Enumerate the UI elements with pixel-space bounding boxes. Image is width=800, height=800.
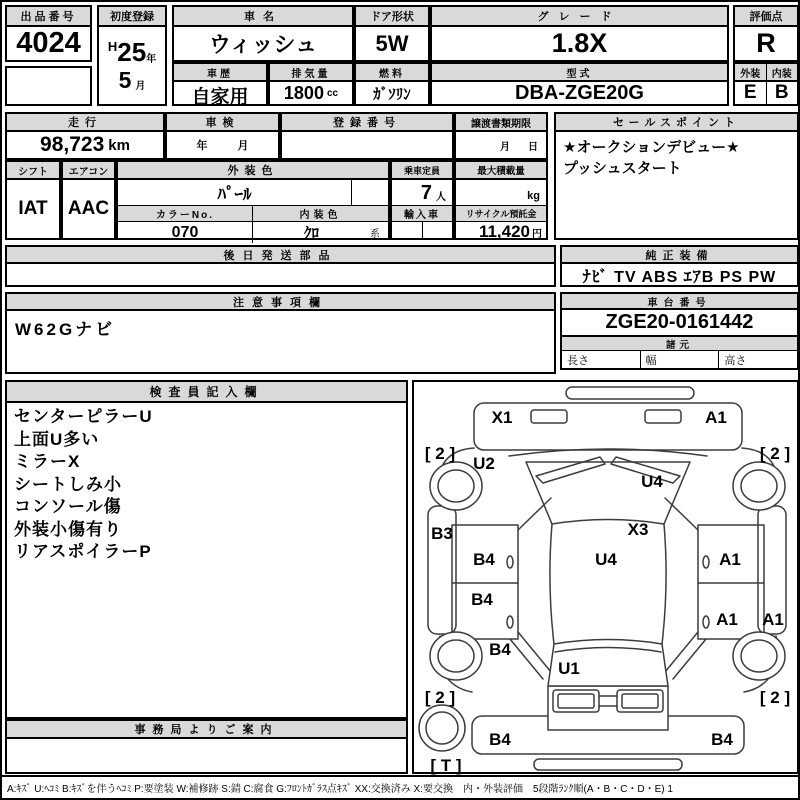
car-name-box	[172, 5, 354, 62]
capacity-unit: 人	[436, 192, 446, 203]
capacity-block	[390, 160, 454, 240]
diagram-marker: U4	[595, 550, 617, 569]
aircon-box	[61, 160, 116, 240]
shift-box	[5, 160, 61, 240]
inspector-line: シートしみ小	[14, 474, 122, 494]
ext-int-score-box	[733, 62, 799, 106]
aircon-value: AAC	[67, 198, 110, 219]
import-value	[392, 222, 423, 238]
fuel-value: ｶﾞｿﾘﾝ	[373, 85, 411, 103]
spec-length-label: 長さ	[567, 354, 589, 367]
grade-box	[430, 5, 729, 62]
diagram-marker: A1	[705, 408, 727, 427]
capacity-value: 7	[420, 182, 432, 204]
office-notice-label: 事務局よりご案内	[7, 721, 406, 739]
diagram-marker: B4	[489, 730, 511, 749]
shift-label: シフト	[7, 162, 59, 180]
diagram-marker: A1	[716, 610, 738, 629]
max-load-unit: kg	[527, 190, 540, 202]
fuel-box	[354, 62, 430, 106]
score-label: 評価点	[735, 7, 797, 27]
diagram-marker: U1	[558, 659, 580, 678]
door-shape-label: ドア形状	[356, 7, 428, 27]
registration-number-label: 登録番号	[282, 114, 452, 132]
car-history-value: 自家用	[191, 87, 249, 108]
auction-number-value: 4024	[16, 27, 81, 59]
inspector-line: ミラーX	[14, 452, 81, 471]
later-shipped-parts-box	[5, 245, 556, 287]
door-shape-box	[354, 5, 430, 62]
auction-number-label: 出品番号	[7, 7, 90, 27]
inspector-line: リアスポイラーP	[14, 542, 152, 561]
inspector-notes-label: 検査員記入欄	[7, 382, 406, 403]
recycle-value: 11,420	[478, 222, 530, 241]
diagram-marker: B4	[489, 640, 511, 659]
diagram-marker: B3	[431, 524, 453, 543]
sales-point-line-2: プッシュスタート	[563, 160, 682, 177]
color-no-value: 070	[171, 223, 199, 241]
chassis-number-value: ZGE20-0161442	[562, 310, 797, 337]
mileage-unit: km	[108, 136, 130, 154]
car-history-label: 車歴	[174, 64, 266, 82]
first-registration-label: 初度登録	[99, 7, 165, 27]
car-name-label: 車名	[174, 7, 352, 27]
factory-equipment-box	[560, 245, 799, 287]
spec-height-label: 高さ	[718, 351, 797, 368]
factory-equipment-label: 純正装備	[562, 247, 797, 264]
legend-text: A:ｷｽﾞ U:ﾍｺﾐ B:ｷｽﾞを伴うﾍｺﾐ P:要塗装 W:補修跡 S:錆 C:腐食 G:ﾌﾛﾝﾄｶﾞﾗｽ点ｷｽﾞ XX:交換済み X:要交換 内・外装評価 5段階ﾗﾝｸ順(A・B・C・D・E) 1	[7, 784, 673, 795]
diagram-marker: X1	[491, 408, 513, 427]
capacity-label: 乗車定員	[392, 162, 452, 180]
exterior-score-value: E	[743, 82, 757, 103]
diagram-marker: [ 2 ]	[424, 688, 456, 707]
recycle-label: リサイクル預託金	[456, 206, 546, 222]
diagram-marker: [ 2 ]	[759, 444, 791, 463]
recycle-unit: 円	[532, 228, 542, 240]
import-label: 輸入車	[392, 206, 452, 222]
office-notice-value	[7, 739, 406, 772]
model-code-value: DBA-ZGE20G	[515, 82, 644, 104]
grade-value: 1.8X	[551, 28, 608, 58]
later-shipped-parts-value	[7, 264, 554, 285]
diagram-marker: B4	[711, 730, 733, 749]
first-registration-era: H	[107, 39, 118, 54]
car-history-box	[172, 62, 268, 106]
interior-color-label: 内装色	[252, 206, 388, 221]
interior-score-label: 内装	[767, 64, 798, 82]
first-registration-month: 5	[118, 67, 132, 93]
transfer-day-unit: 日	[528, 142, 538, 153]
interior-color-suffix: 系	[370, 229, 380, 240]
first-registration-month-unit: 月	[135, 81, 146, 92]
exterior-color-label: 外装色	[118, 162, 388, 180]
diagram-marker: X3	[627, 520, 649, 539]
diagram-marker: [ 2 ]	[424, 444, 456, 463]
color-block	[116, 160, 390, 240]
spec-width-label: 幅	[640, 351, 719, 368]
interior-color-value: ｸﾛ	[303, 225, 319, 242]
registration-number-box	[280, 112, 454, 160]
auction-number-box	[5, 5, 92, 62]
notes-box	[5, 292, 556, 374]
diagram-marker: [ T ]	[430, 756, 462, 775]
chassis-block	[560, 292, 799, 370]
inspector-line: 外装小傷有り	[14, 519, 122, 539]
auction-number-empty-cell	[5, 66, 92, 106]
specs-label: 諸元	[562, 337, 797, 351]
load-recycle-block	[454, 160, 548, 240]
aircon-label: エアコン	[63, 162, 114, 180]
exterior-color-empty-cell	[351, 180, 388, 205]
inspection-label: 車検	[167, 114, 278, 132]
inspector-notes-box	[5, 380, 408, 719]
diagram-marker: A1	[762, 610, 784, 629]
inspector-line: 上面U多い	[14, 429, 100, 449]
first-registration-year-unit: 年	[146, 54, 157, 65]
car-diagram	[412, 380, 799, 774]
fuel-label: 燃料	[356, 64, 428, 82]
grade-label: グレード	[432, 7, 727, 27]
score-box	[733, 5, 799, 62]
model-code-label: 型式	[432, 64, 727, 82]
footer-separator	[2, 775, 798, 777]
diagram-marker: B4	[473, 550, 495, 569]
sales-point-box	[554, 112, 799, 240]
notes-label: 注意事項欄	[7, 294, 554, 311]
factory-equipment-value: ﾅﾋﾞ TV ABS ｴｱB PS PW	[582, 269, 777, 286]
registration-number-value	[282, 132, 452, 158]
mileage-label: 走行	[7, 114, 163, 132]
model-code-box	[430, 62, 729, 106]
first-registration-year: 25	[117, 37, 147, 67]
interior-score-value: B	[774, 82, 789, 103]
displacement-value: 1800	[283, 82, 324, 103]
max-load-label: 最大積載量	[456, 162, 546, 180]
inspection-year-unit: 年	[196, 140, 208, 152]
transfer-month-unit: 月	[500, 142, 510, 153]
notes-line-1: W62Gナビ	[15, 320, 116, 339]
mileage-value: 98,723	[40, 133, 105, 156]
car-outline-drawing	[414, 382, 797, 772]
score-value: R	[756, 28, 776, 58]
exterior-color-value: ﾊﾟｰﾙ	[217, 185, 252, 204]
exterior-score-label: 外装	[735, 64, 766, 82]
transfer-deadline-label: 譲渡書類期限	[456, 114, 546, 132]
color-no-label: カラーNo.	[118, 206, 252, 221]
diagram-marker: A1	[719, 550, 741, 569]
door-shape-value: 5W	[375, 30, 409, 56]
displacement-box	[268, 62, 354, 106]
inspector-line: センターピラーU	[14, 407, 153, 426]
office-notice-box	[5, 719, 408, 774]
diagram-marker: U2	[473, 454, 495, 473]
first-registration-box	[97, 5, 167, 106]
shift-value: IAT	[18, 198, 48, 219]
inspector-line: コンソール傷	[14, 497, 122, 516]
inspection-month-unit: 月	[237, 140, 249, 152]
transfer-deadline-box	[454, 112, 548, 160]
inspection-box	[165, 112, 280, 160]
diagram-marker: B4	[471, 590, 493, 609]
displacement-unit: cc	[326, 87, 339, 99]
later-shipped-parts-label: 後日発送部品	[7, 247, 554, 264]
chassis-number-label: 車台番号	[562, 294, 797, 310]
diagram-marker: U4	[641, 472, 663, 491]
displacement-label: 排気量	[270, 64, 352, 82]
car-name-value: ウィッシュ	[208, 32, 318, 57]
diagram-marker: [ 2 ]	[759, 688, 791, 707]
sales-point-line-1: ★オークションデビュー★	[563, 139, 740, 156]
mileage-box	[5, 112, 165, 160]
sales-point-label: セールスポイント	[556, 114, 797, 132]
